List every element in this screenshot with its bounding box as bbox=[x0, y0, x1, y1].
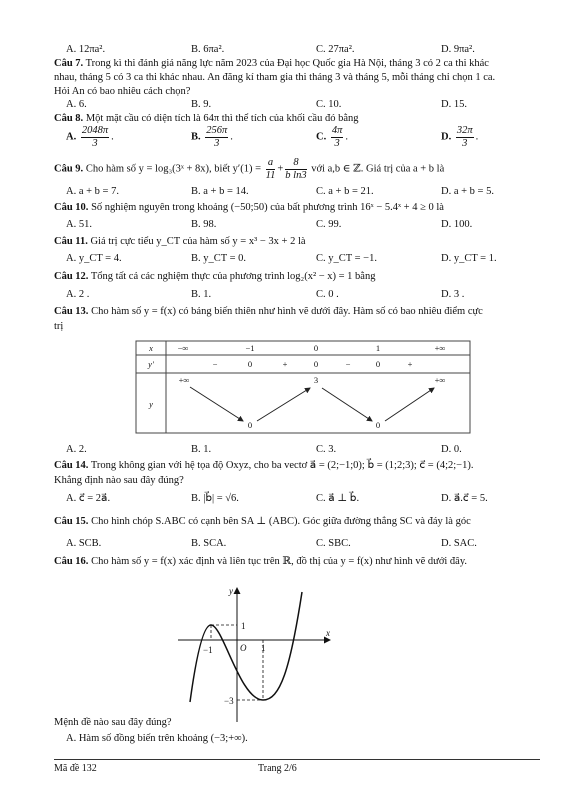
q14-line1: Câu 14. Trong không gian với hệ tọa độ Oxyz, cho ba vectơ a⃗ = (2;−1;0); b⃗ = (1;2;3); c⃗ = (4;2;−1). bbox=[54, 460, 474, 471]
q7-option-b: B. 9. bbox=[191, 99, 212, 110]
graph-label-x: x bbox=[326, 628, 330, 638]
q8-option-c: C. $\frac{4\pi}{3}$ . bbox=[316, 125, 348, 149]
q14-option-b: B. |b⃗| = √6. bbox=[191, 493, 239, 504]
q13-option-a: A. 2. bbox=[66, 444, 87, 455]
q14-line2: Khẳng định nào sau đây đúng? bbox=[54, 475, 184, 486]
q15-label: Câu 15. bbox=[54, 516, 89, 527]
q6-option-c: C. 27πa². bbox=[316, 44, 355, 55]
q16-option-a: A. Hàm số đồng biến trên khoảng (−3;+∞). bbox=[66, 733, 248, 744]
q14-option-c: C. a⃗ ⊥ b⃗. bbox=[316, 493, 360, 504]
q7-line2: nhau, tháng 5 có 3 ca thi khác nhau. An đăng kí tham gia thi tháng 3 và tháng 5, mỗi tháng chỉ chọn 1 ca. bbox=[54, 72, 496, 83]
q15-option-d: D. SAC. bbox=[441, 538, 477, 549]
q11-option-d: D. y_CT = 1. bbox=[441, 253, 497, 264]
q12-option-d: D. 3 . bbox=[441, 289, 465, 300]
vt-y-1: 0 bbox=[247, 420, 253, 430]
q10-line: Câu 10. Số nghiệm nguyên trong khoảng (−50;50) của bất phương trình 16ˣ − 5.4ˣ + 4 ≥ 0 là bbox=[54, 202, 444, 213]
q9-option-b: B. a + b = 14. bbox=[191, 186, 249, 197]
q6-option-b: B. 6πa². bbox=[191, 44, 225, 55]
q8-label: Câu 8. bbox=[54, 113, 84, 124]
vt-sign-1: 0 bbox=[247, 359, 253, 369]
q11-option-a: A. y_CT = 4. bbox=[66, 253, 122, 264]
q12-option-c: C. 0 . bbox=[316, 289, 339, 300]
q8-option-b: B. $\frac{256\pi}{3}$ . bbox=[191, 125, 233, 149]
q11-option-c: C. y_CT = −1. bbox=[316, 253, 377, 264]
q10-option-d: D. 100. bbox=[441, 219, 473, 230]
q8-option-d: D. $\frac{32\pi}{3}$ . bbox=[441, 125, 479, 149]
vt-y-4: +∞ bbox=[434, 375, 446, 385]
q15-option-b: B. SCA. bbox=[191, 538, 227, 549]
vt-arrow-2 bbox=[257, 388, 310, 421]
q10-option-a: A. 51. bbox=[66, 219, 92, 230]
vt-x-label: x bbox=[149, 343, 153, 353]
q10-label: Câu 10. bbox=[54, 202, 89, 213]
q13-option-c: C. 3. bbox=[316, 444, 337, 455]
vt-sign-3: 0 bbox=[313, 359, 319, 369]
q14-option-a: A. c⃗ = 2a⃗. bbox=[66, 493, 111, 504]
q9-line: Câu 9. Cho hàm số y = log₃(3ˣ + 8x), biết y′(1) = $\frac{a}{11}$ + $\frac{8}{\text{b ln3}}$ với a,b ∈ ℤ. Giá trị của a + b là bbox=[54, 157, 445, 181]
q9-label: Câu 9. bbox=[54, 163, 84, 175]
vt-sign-6: + bbox=[407, 359, 413, 369]
vt-x-4: +∞ bbox=[434, 343, 446, 353]
q12-option-a: A. 2 . bbox=[66, 289, 90, 300]
graph-label-neg1: −1 bbox=[203, 645, 213, 655]
q9-option-c: C. a + b = 21. bbox=[316, 186, 374, 197]
vt-x-0: −∞ bbox=[177, 343, 189, 353]
q7-option-a: A. 6. bbox=[66, 99, 87, 110]
q16-graph bbox=[0, 580, 566, 730]
exam-code: Mã đề 132 bbox=[54, 763, 97, 774]
q6-option-d: D. 9πa². bbox=[441, 44, 475, 55]
q13-option-b: B. 1. bbox=[191, 444, 212, 455]
graph-label-one-y: 1 bbox=[241, 621, 246, 631]
q13-line2: trị bbox=[54, 321, 64, 332]
q7-text1: Trong kì thi đánh giá năng lực năm 2023 của Đại học Quốc gia Hà Nội, tháng 3 có 2 ca thi khác bbox=[85, 58, 489, 69]
q14-label: Câu 14. bbox=[54, 460, 89, 471]
q13-option-d: D. 0. bbox=[441, 444, 462, 455]
graph-label-y: y bbox=[229, 586, 233, 596]
q16-prompt: Mệnh đề nào sau đây đúng? bbox=[54, 717, 172, 728]
q8-text: Một mặt cầu có diện tích là 64π thì thể tích của khối cầu đó bằng bbox=[85, 113, 359, 124]
vt-y-3: 0 bbox=[375, 420, 381, 430]
variation-table bbox=[0, 335, 566, 445]
q13-line1: Câu 13. Cho hàm số y = f(x) có bảng biến thiên như hình vẽ dưới đây. Hàm số có bao nhiêu điểm cực bbox=[54, 306, 483, 317]
q7-line1 bbox=[54, 57, 489, 70]
page-number: Trang 2/6 bbox=[258, 763, 297, 774]
q11-label: Câu 11. bbox=[54, 236, 88, 247]
q10-option-c: C. 99. bbox=[316, 219, 342, 230]
q16-line: Câu 16. Cho hàm số y = f(x) xác định và liên tục trên ℝ, đồ thị của y = f(x) như hình vẽ dưới đây. bbox=[54, 556, 468, 567]
q15-line: Câu 15. Cho hình chóp S.ABC có cạnh bên SA ⊥ (ABC). Góc giữa đường thẳng SC và đáy là góc bbox=[54, 516, 471, 527]
q9-option-d: D. a + b = 5. bbox=[441, 186, 494, 197]
vt-x-2: 0 bbox=[313, 343, 319, 353]
vt-yp-label: y′ bbox=[148, 359, 154, 369]
vt-arrow-4 bbox=[385, 388, 434, 421]
q11-line: Câu 11. Giá trị cực tiểu y_CT của hàm số y = x³ − 3x + 2 là bbox=[54, 236, 306, 247]
q8-line bbox=[54, 112, 359, 125]
q16-label: Câu 16. bbox=[54, 556, 89, 567]
q14-option-d: D. a⃗.c⃗ = 5. bbox=[441, 493, 488, 504]
q11-option-b: B. y_CT = 0. bbox=[191, 253, 247, 264]
q7-label: Câu 7. bbox=[54, 58, 84, 69]
q9-option-a: A. a + b = 7. bbox=[66, 186, 119, 197]
graph-label-neg3: −3 bbox=[224, 696, 234, 706]
q7-option-c: C. 10. bbox=[316, 99, 342, 110]
vt-x-3: 1 bbox=[375, 343, 381, 353]
q12-line: Câu 12. Tổng tất cả các nghiệm thực của phương trình log₂(x² − x) = 1 bằng bbox=[54, 271, 376, 282]
q15-option-c: C. SBC. bbox=[316, 538, 351, 549]
footer-divider bbox=[54, 759, 540, 760]
vt-y-2: 3 bbox=[313, 375, 319, 385]
graph-label-one-x: 1 bbox=[261, 643, 266, 653]
q15-option-a: A. SCB. bbox=[66, 538, 102, 549]
q12-label: Câu 12. bbox=[54, 271, 89, 282]
vt-arrow-3 bbox=[322, 388, 372, 421]
vt-sign-5: 0 bbox=[375, 359, 381, 369]
q7-line3: Hỏi An có bao nhiêu cách chọn? bbox=[54, 86, 191, 97]
q13-label: Câu 13. bbox=[54, 306, 89, 317]
q12-option-b: B. 1. bbox=[191, 289, 212, 300]
vt-sign-2: + bbox=[282, 359, 288, 369]
vt-y-0: +∞ bbox=[178, 375, 190, 385]
q8-option-a: A. $\frac{2048\pi}{3}$ . bbox=[66, 125, 114, 149]
q10-option-b: B. 98. bbox=[191, 219, 217, 230]
q6-option-a: A. 12πa². bbox=[66, 44, 106, 55]
graph-label-origin: O bbox=[240, 643, 247, 653]
vt-x-1: −1 bbox=[245, 343, 255, 353]
vt-sign-4: − bbox=[345, 359, 351, 369]
q7-option-d: D. 15. bbox=[441, 99, 467, 110]
vt-arrow-1 bbox=[190, 387, 243, 421]
vt-sign-0: − bbox=[212, 359, 218, 369]
vt-y-label: y bbox=[149, 399, 153, 409]
